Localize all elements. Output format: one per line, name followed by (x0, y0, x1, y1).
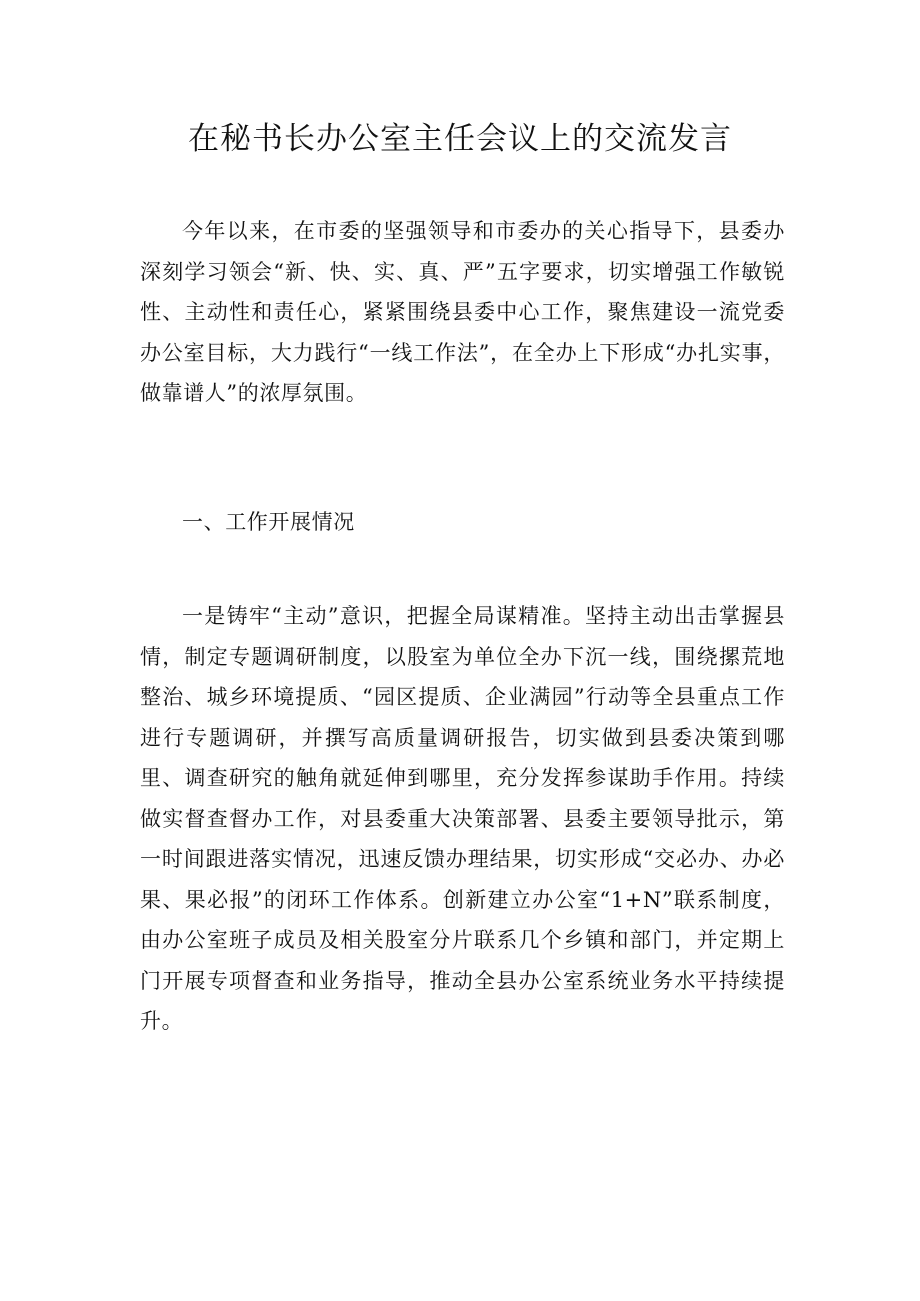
intro-paragraph: 今年以来，在市委的坚强领导和市委办的关心指导下，县委办深刻学习领会“新、快、实、真、严”五字要求，切实增强工作敏锐性、主动性和责任心，紧紧围绕县委中心工作，聚焦建设一流党委办公室目标，大力践行“一线工作法”，在全办上下形成“办扎实事，做靠谱人”的浓厚氛围。 (140, 219, 785, 405)
section-paragraph: 一是铸牢“主动”意识，把握全局谋精准。坚持主动出击掌握县情，制定专题调研制度，以股室为单位全办下沉一线，围绕摞荒地整治、城乡环境提质、“园区提质、企业满园”行动等全县重点工作进行专题调研，并撰写高质量调研报告，切实做到县委决策到哪里、调查研究的触角就延伸到哪里，充分发挥参谋助手作用。持续做实督查督办工作，对县委重大决策部署、县委主要领导批示，第一时间跟进落实情况，迅速反馈办理结果，切实形成“交必办、办必果、果必报”的闭环工作体系。创新建立办公室“1+N”联系制度，由办公室班子成员及相关股室分片联系几个乡镇和部门，并定期上门开展专项督查和业务指导，推动全县办公室系统业务水平持续提升。 (140, 604, 785, 1033)
document-title: 在秘书长办公室主任会议上的交流发言 (188, 121, 732, 157)
section-heading: 一、工作开展情况 (182, 510, 355, 534)
